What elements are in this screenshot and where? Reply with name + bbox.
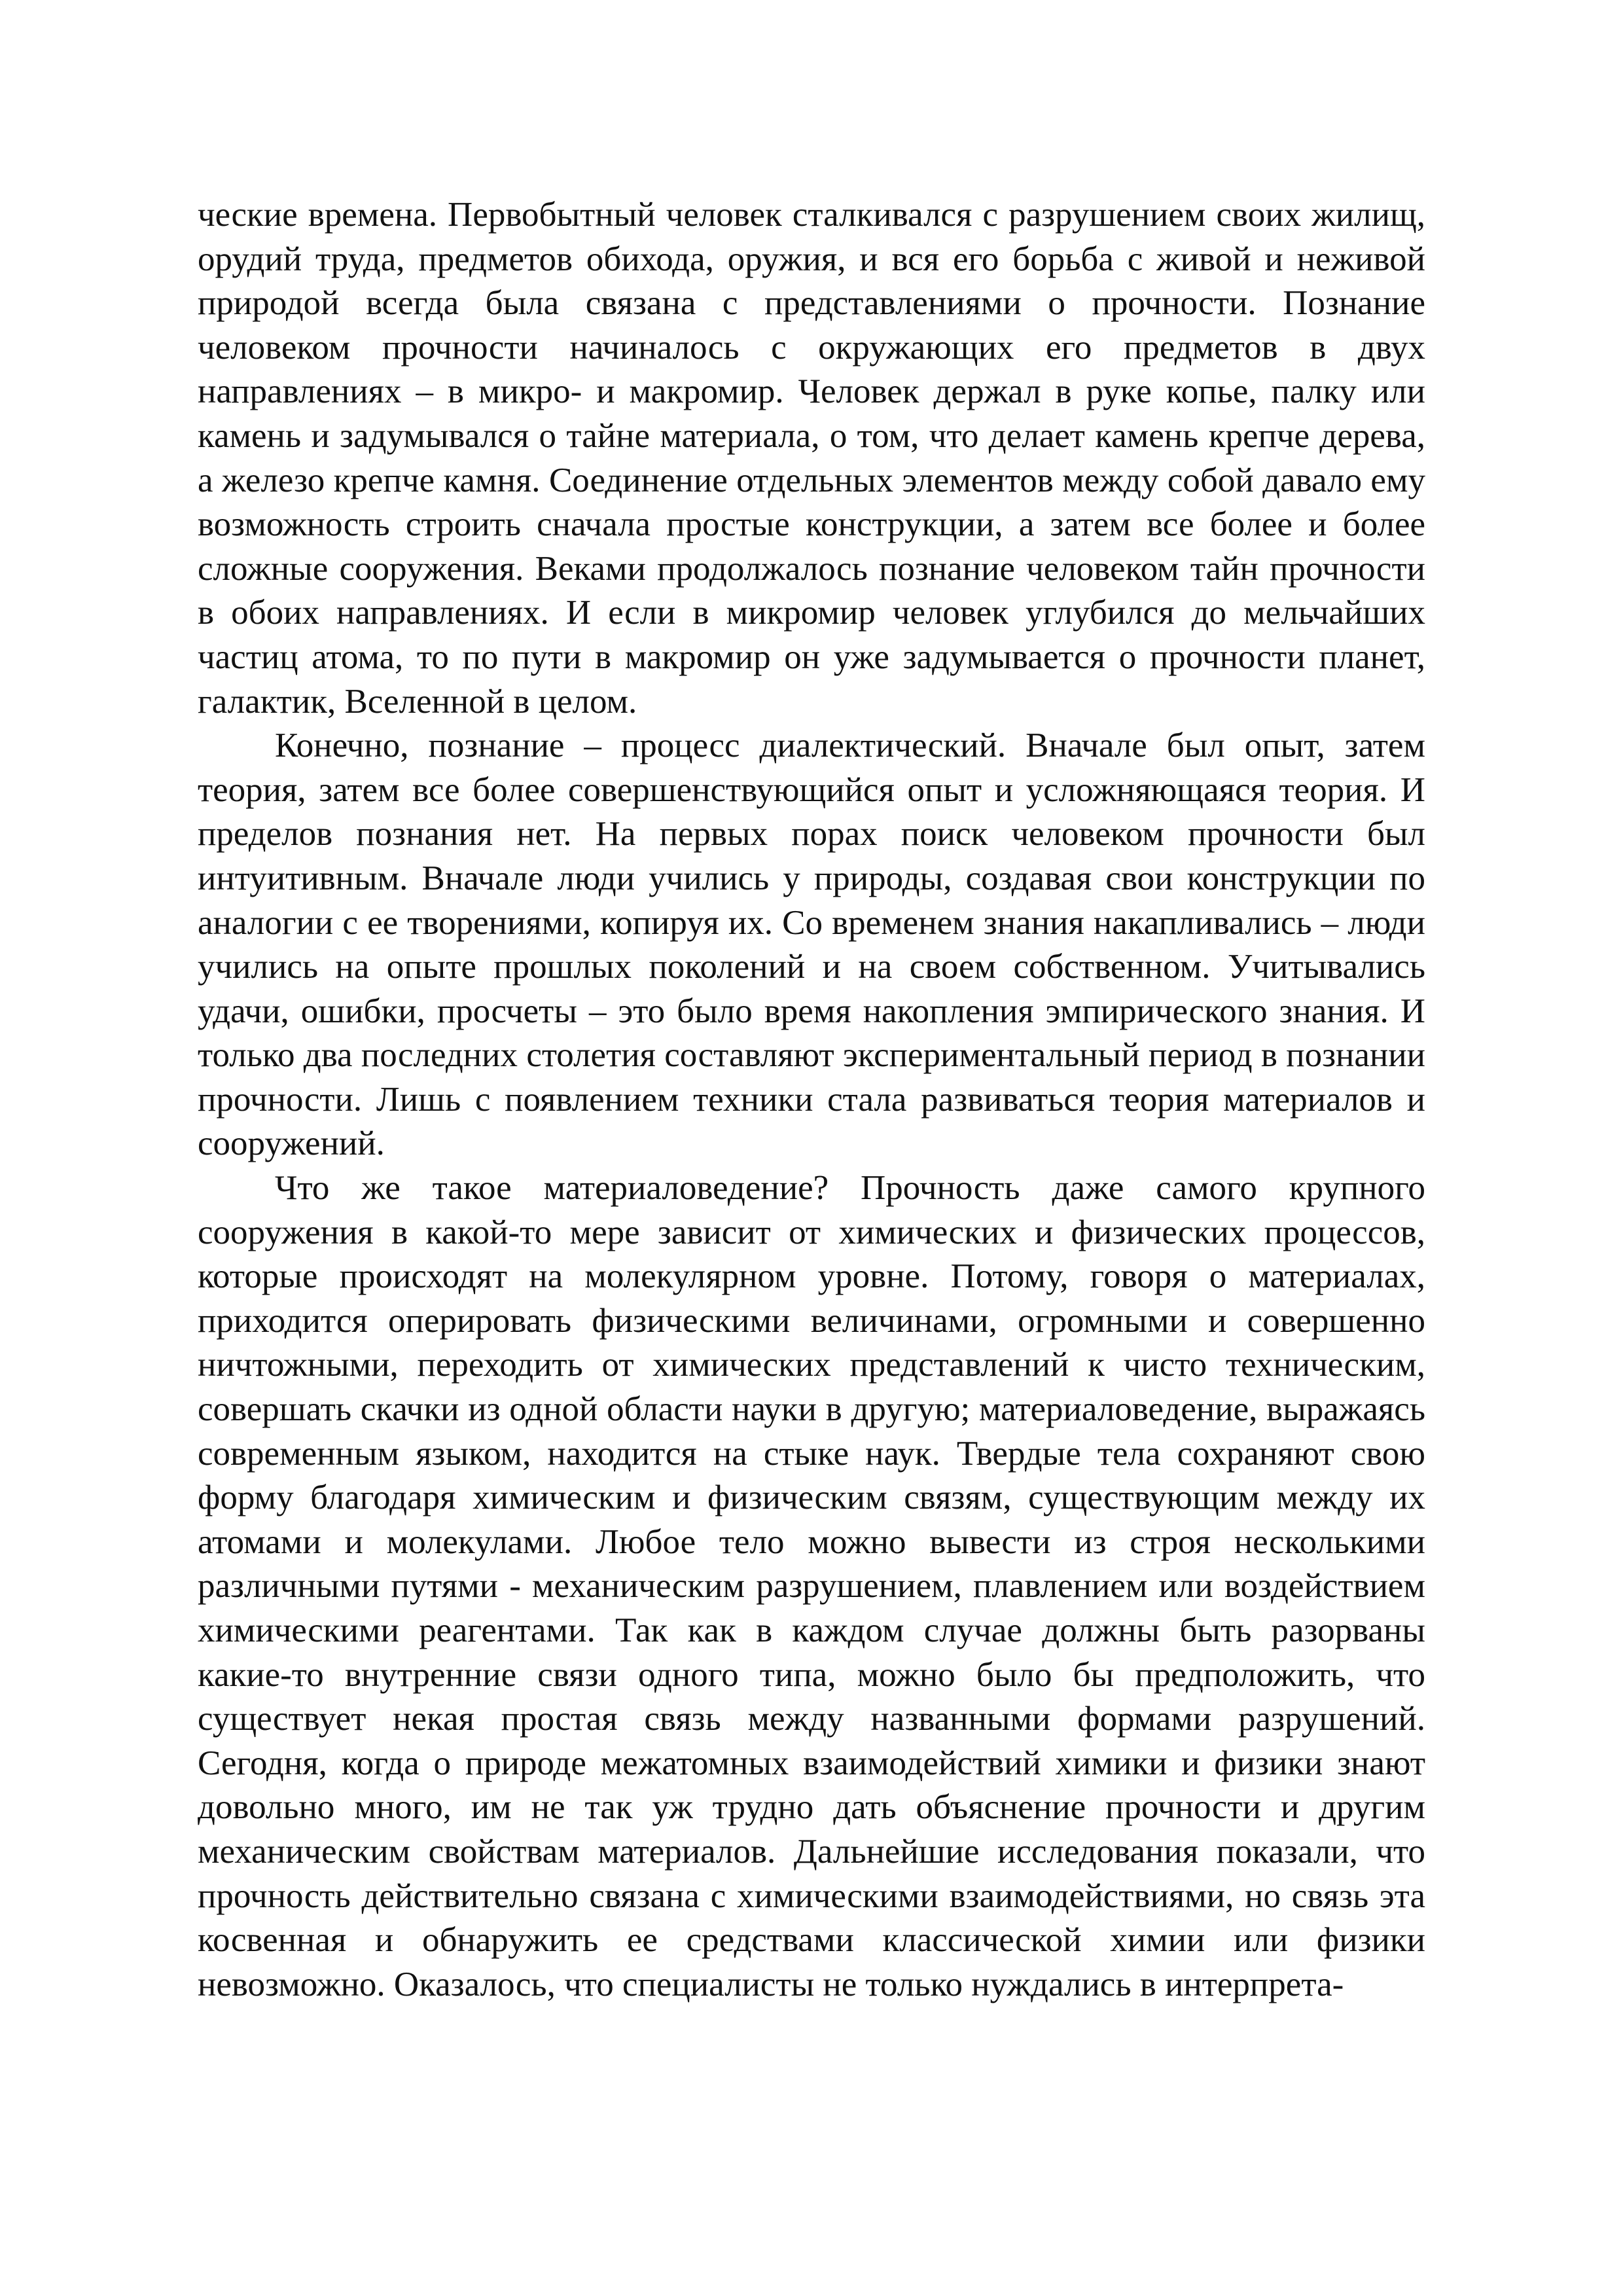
paragraph-1: ческие времена. Первобытный человек сталкивался с разрушением своих жилищ, орудий труда, предметов обихода, оружия, и вся его борьба с живой и неживой природой всегда была связана с представлениями о прочности. Познание человеком прочности начиналось с окружающих его предметов в двух направлениях – в микро- и макромир. Человек держал в руке копье, палку или камень и задумывался о тайне материала, о том, что делает камень крепче дерева, а железо крепче камня. Соединение отдельных элементов между собой давало ему возможность строить сначала простые конструкции, а затем все более и более сложные сооружения. Веками продолжалось познание человеком тайн прочности в обоих направлениях. И если в микромир человек углубился до мельчайших частиц атома, то по пути в макромир он уже задумывается о прочности планет, галактик, Вселенной в целом. bbox=[198, 196, 1425, 721]
paragraph-3: Что же такое материаловедение? Прочность даже самого крупного сооружения в какой-то мере зависит от химических и физических процессов, которые происходят на молекулярном уровне. Потому, говоря о материалах, приходится оперировать физическими величинами, огромными и совершенно ничтожными, переходить от химических представлений к чисто техническим, совершать скачки из одной области науки в другую; материаловедение, выражаясь современным языком, находится на стыке наук. Твердые тела сохраняют свою форму благодаря химическим и физическим связям, существующим между их атомами и молекулами. Любое тело можно вывести из строя несколькими различными путями - механическим разрушением, плавлением или воздействием химическими реагентами. Так как в каждом случае должны быть разорваны какие-то внутренние связи одного типа, можно было бы предположить, что существует некая простая связь между названными формами разрушений. Сегодня, когда о природе межатомных взаимодействий химики и физики знают довольно много, им не так уж трудно дать объяснение прочности и другим механическим свойствам материалов. Дальнейшие исследования показали, что прочность действительно связана с химическими взаимодействиями, но связь эта косвенная и обнаружить ее средствами классической химии или физики невозможно. Оказалось, что специалисты не только нуждались в интерпрета- bbox=[198, 1169, 1425, 2003]
body-text bbox=[198, 193, 1425, 2007]
paragraph-2: Конечно, познание – процесс диалектический. Вначале был опыт, затем теория, затем все более совершенствующийся опыт и усложняющаяся теория. И пределов познания нет. На первых порах поиск человеком прочности был интуитивным. Вначале люди учились у природы, создавая свои конструкции по аналогии с ее творениями, копируя их. Со временем знания накапливались – люди учились на опыте прошлых поколений и на своем собственном. Учитывались удачи, ошибки, просчеты – это было время накопления эмпирического знания. И только два последних столетия составляют экспериментальный период в познании прочности. Лишь с появлением техники стала развиваться теория материалов и сооружений. bbox=[198, 726, 1425, 1163]
